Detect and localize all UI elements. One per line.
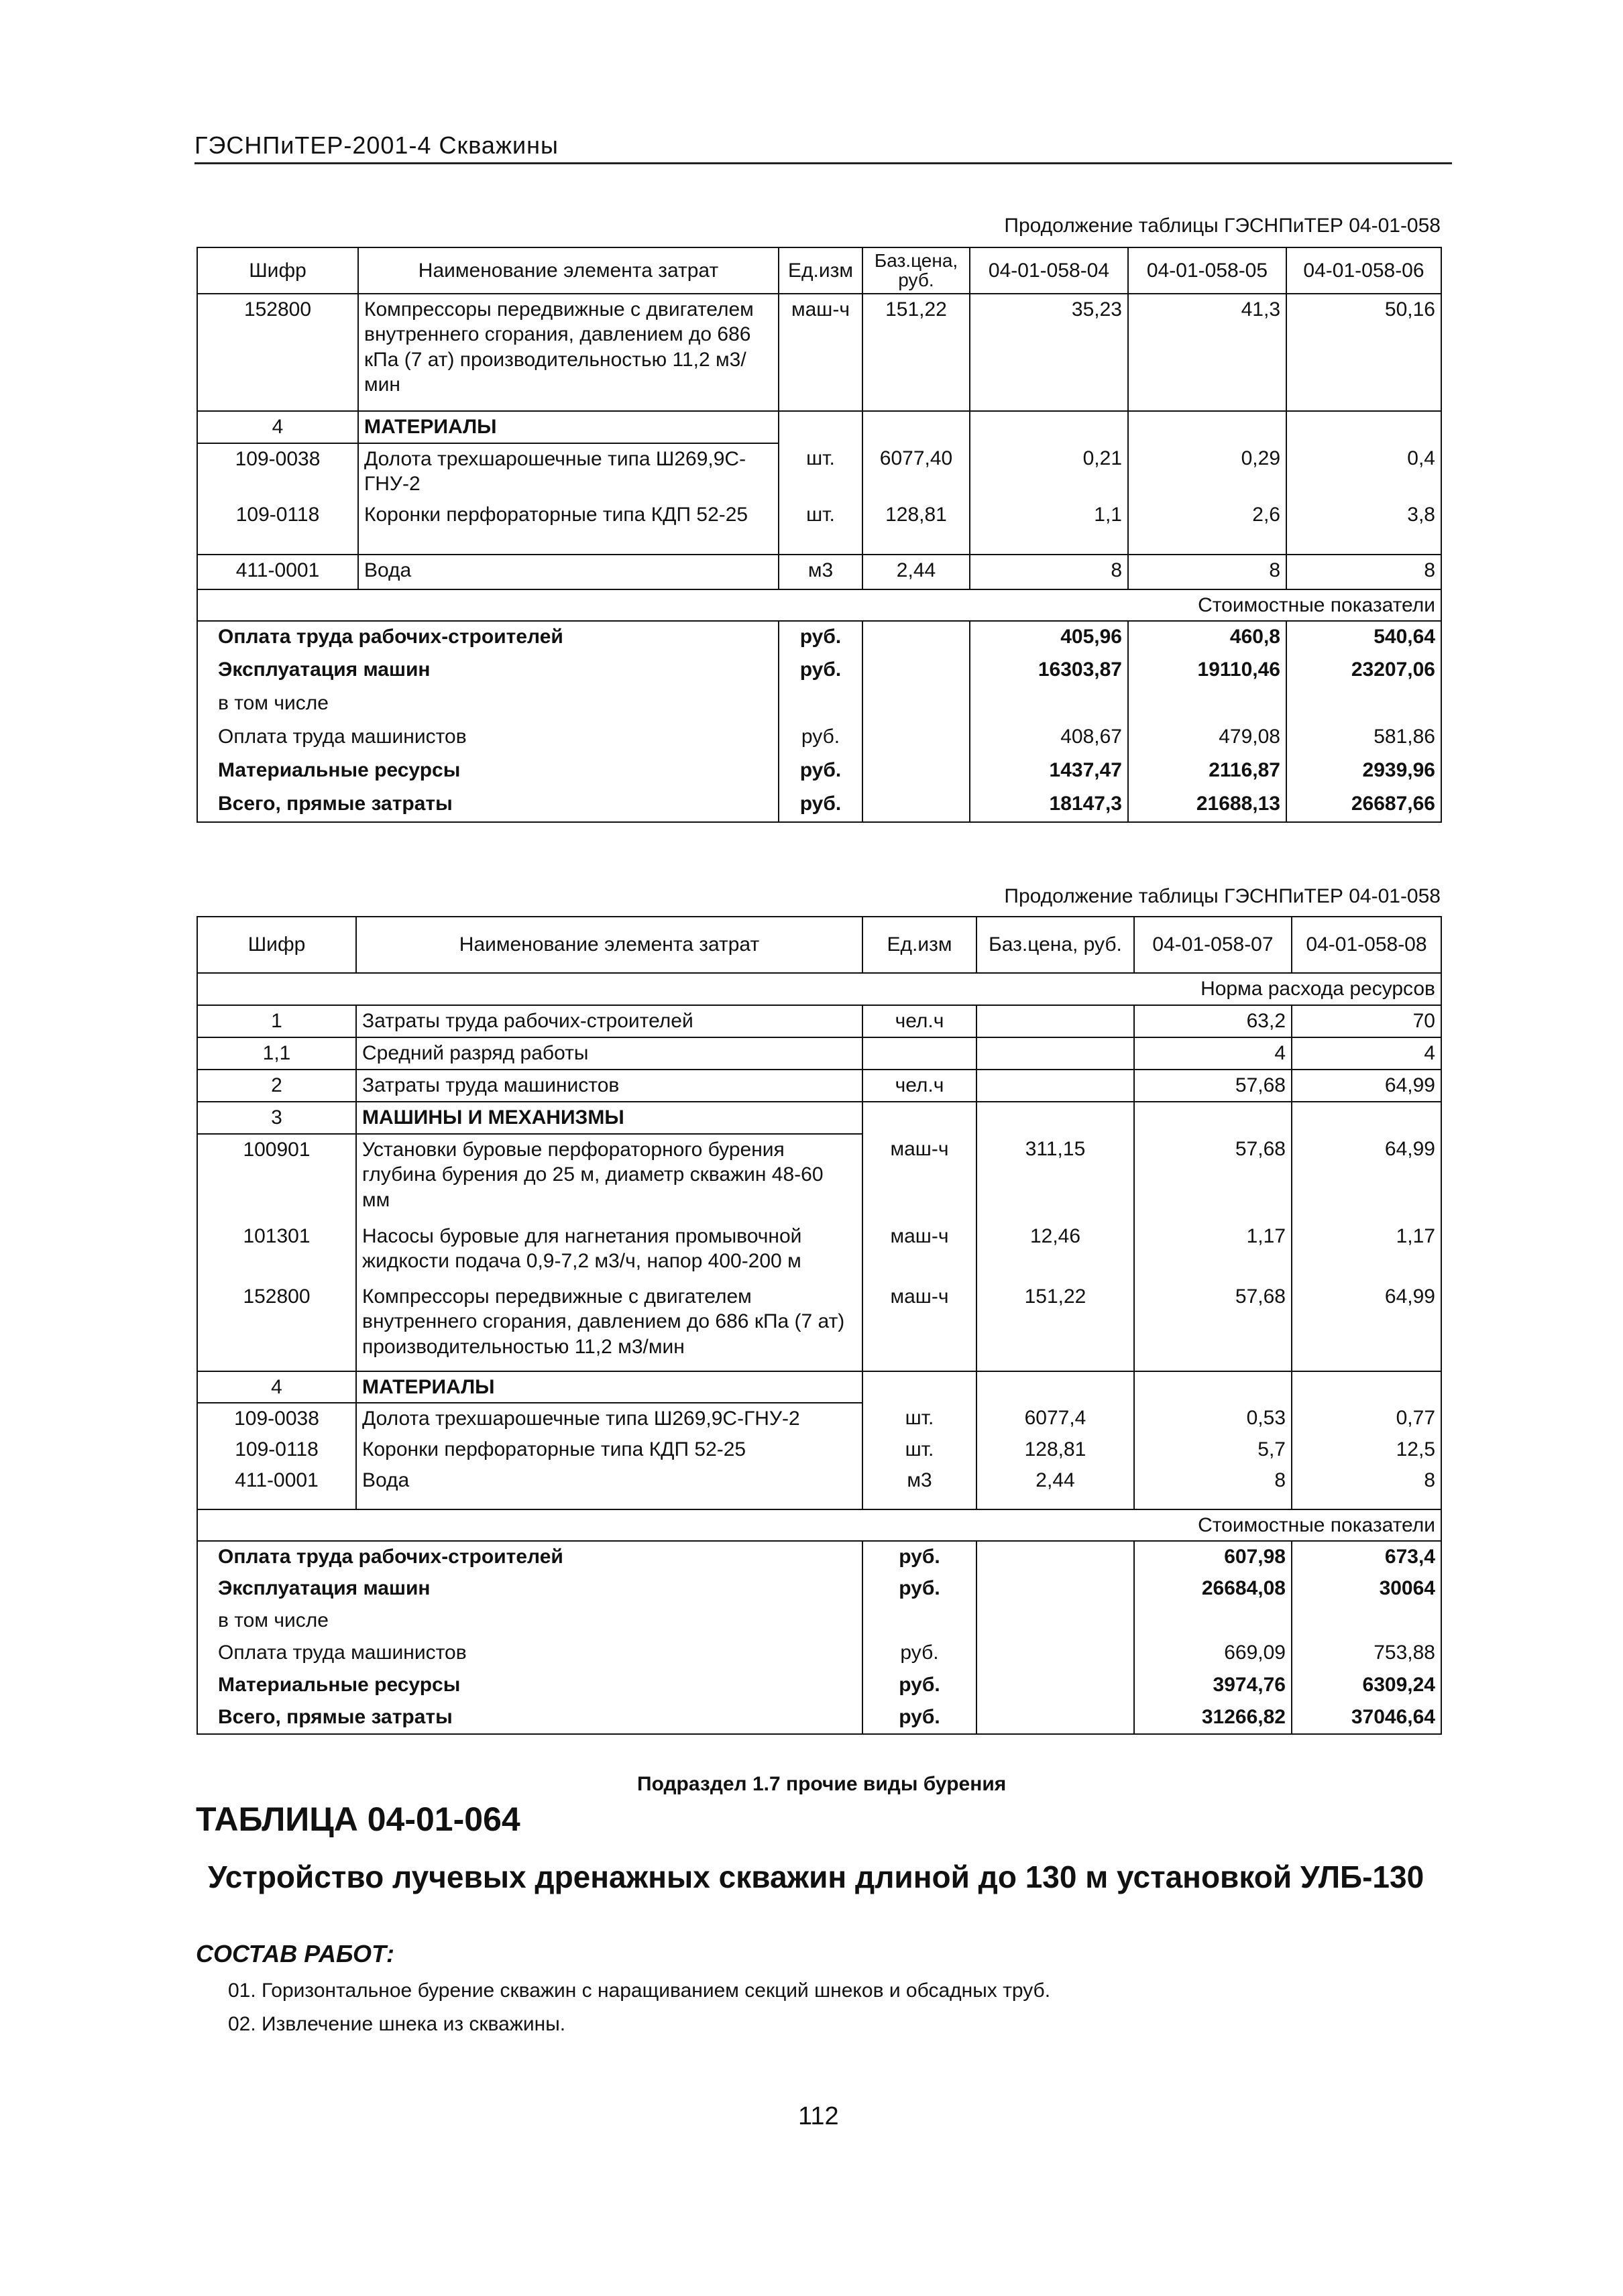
row-unit: маш-ч	[862, 1221, 976, 1281]
table1-h-c1: 04-01-058-04	[970, 247, 1128, 294]
row-code: 109-0118	[197, 1434, 356, 1465]
row-code: 411-0001	[197, 1465, 356, 1509]
row-v1: 0,21	[970, 443, 1128, 500]
table-row	[197, 1434, 1441, 1465]
summary-unit: руб.	[779, 722, 862, 755]
row-v1: 8	[970, 555, 1128, 589]
table-row	[197, 1134, 1441, 1221]
row-name: МАШИНЫ И МЕХАНИЗМЫ	[356, 1102, 862, 1134]
row-price	[976, 1005, 1134, 1037]
summary-v1: 18147,3	[970, 789, 1128, 822]
row-name: Насосы буровые для нагнетания промывочной жидкости подача 0,9-7,2 м3/ч, напор 400-200 м	[356, 1221, 862, 1281]
table1-h-price: Баз.цена, руб.	[862, 247, 970, 294]
row-code: 100901	[197, 1134, 356, 1221]
row-price: 128,81	[862, 500, 970, 555]
summary-label: Эксплуатация машин	[197, 654, 779, 688]
row-price	[976, 1037, 1134, 1070]
row-v2: 64,99	[1292, 1134, 1441, 1221]
summary-unit: руб.	[862, 1702, 976, 1734]
row-unit: шт.	[779, 500, 862, 555]
row-code: 109-0118	[197, 500, 358, 555]
table-row	[197, 294, 1441, 411]
table1-h-name: Наименование элемента затрат	[358, 247, 779, 294]
row-v1: 0,53	[1134, 1403, 1292, 1434]
row-name: Установки буровые перфораторного бурения глубина бурения до 25 м, диаметр скважин 48-60 мм	[356, 1134, 862, 1221]
table1	[197, 247, 1442, 823]
summary-unit: руб.	[779, 755, 862, 789]
table1-h-code: Шифр	[197, 247, 358, 294]
row-name: МАТЕРИАЛЫ	[358, 411, 779, 443]
row-name: Долота трехшарошечные типа Ш269,9С-ГНУ-2	[356, 1403, 862, 1434]
row-code: 411-0001	[197, 555, 358, 589]
summary-label: Всего, прямые затраты	[197, 1702, 862, 1734]
summary-label: Оплата труда машинистов	[197, 1638, 862, 1670]
row-v3: 50,16	[1286, 294, 1441, 411]
row-unit: шт.	[779, 443, 862, 500]
table2	[197, 916, 1442, 1735]
row-price: 2,44	[862, 555, 970, 589]
table2-cost-band: Стоимостные показатели	[197, 1509, 1441, 1542]
row-name: Затраты труда рабочих-строителей	[356, 1005, 862, 1037]
row-unit	[862, 1037, 976, 1070]
table-row	[197, 1070, 1441, 1102]
row-v2: 70	[1292, 1005, 1441, 1037]
table-row	[197, 500, 1441, 555]
table2-norm-band: Норма расхода ресурсов	[197, 973, 1441, 1005]
summary-row	[197, 1638, 1441, 1670]
table1-h-c2: 04-01-058-05	[1128, 247, 1286, 294]
row-code: 152800	[197, 1281, 356, 1371]
summary-row	[197, 1702, 1441, 1734]
summary-v1: 405,96	[970, 621, 1128, 654]
table-row	[197, 1465, 1441, 1509]
row-unit: шт.	[862, 1403, 976, 1434]
table-row	[197, 1371, 1441, 1403]
table-row	[197, 1102, 1441, 1134]
row-name: Компрессоры передвижные с двигателем внутреннего сгорания, давлением до 686 кПа (7 ат) производительностью 11,2 м3/мин	[356, 1281, 862, 1371]
table2-h-c1: 04-01-058-07	[1134, 917, 1292, 973]
row-name: Долота трехшарошечные типа Ш269,9С-ГНУ-2	[358, 443, 779, 500]
page-number: 112	[798, 2102, 839, 2130]
summary-row	[197, 688, 1441, 722]
row-v2: 8	[1292, 1465, 1441, 1509]
summary-unit: руб.	[862, 1670, 976, 1702]
row-v1: 4	[1134, 1037, 1292, 1070]
summary-v1: 3974,76	[1134, 1670, 1292, 1702]
row-price: 12,46	[976, 1221, 1134, 1281]
row-v2: 64,99	[1292, 1281, 1441, 1371]
row-code: 109-0038	[197, 1403, 356, 1434]
summary-unit: руб.	[862, 1541, 976, 1573]
header-rule	[194, 162, 1452, 164]
row-code: 4	[197, 1371, 356, 1403]
row-v1: 57,68	[1134, 1070, 1292, 1102]
summary-v1: 408,67	[970, 722, 1128, 755]
row-code: 1	[197, 1005, 356, 1037]
summary-unit: руб.	[862, 1638, 976, 1670]
table-row	[197, 1403, 1441, 1434]
summary-row	[197, 1670, 1441, 1702]
row-v1: 1,1	[970, 500, 1128, 555]
page-header: ГЭСНПиТЕР-2001-4 Скважины	[194, 131, 559, 159]
row-v1: 57,68	[1134, 1281, 1292, 1371]
row-v3: 0,4	[1286, 443, 1441, 500]
row-code: 4	[197, 411, 358, 443]
row-name: Компрессоры передвижные с двигателем внутреннего сгорания, давлением до 686 кПа (7 ат) производительностью 11,2 м3/мин	[358, 294, 779, 411]
summary-v2: 6309,24	[1292, 1670, 1441, 1702]
subsection-title: Подраздел 1.7 прочие виды бурения	[637, 1773, 1007, 1795]
table2-h-price: Баз.цена, руб.	[976, 917, 1134, 973]
row-v1: 8	[1134, 1465, 1292, 1509]
table2-caption: Продолжение таблицы ГЭСНПиТЕР 04-01-058	[1004, 885, 1441, 907]
row-price: 151,22	[976, 1281, 1134, 1371]
table-row	[197, 411, 1441, 443]
row-price: 6077,40	[862, 443, 970, 500]
summary-label: в том числе	[197, 1605, 862, 1638]
summary-v3: 2939,96	[1286, 755, 1441, 789]
row-price: 6077,4	[976, 1403, 1134, 1434]
row-v2: 4	[1292, 1037, 1441, 1070]
summary-v1: 16303,87	[970, 654, 1128, 688]
table-row	[197, 1037, 1441, 1070]
table2-header-row	[197, 917, 1441, 973]
row-v2: 0,77	[1292, 1403, 1441, 1434]
row-v2: 2,6	[1128, 500, 1286, 555]
summary-label: Оплата труда рабочих-строителей	[197, 621, 779, 654]
works-list	[228, 1974, 1050, 2041]
row-v2: 41,3	[1128, 294, 1286, 411]
summary-unit: руб.	[779, 621, 862, 654]
summary-row	[197, 621, 1441, 654]
summary-v2: 21688,13	[1128, 789, 1286, 822]
table1-header-row	[197, 247, 1441, 294]
table-title: Устройство лучевых дренажных скважин длиной до 130 м установкой УЛБ-130	[208, 1859, 1424, 1894]
row-code: 109-0038	[197, 443, 358, 500]
row-unit: чел.ч	[862, 1005, 976, 1037]
works-item: 02. Извлечение шнека из скважины.	[228, 2012, 566, 2035]
summary-v2: 37046,64	[1292, 1702, 1441, 1734]
row-v2: 1,17	[1292, 1221, 1441, 1281]
summary-unit: руб.	[779, 654, 862, 688]
summary-v3: 540,64	[1286, 621, 1441, 654]
summary-v1: 607,98	[1134, 1541, 1292, 1573]
row-v2: 12,5	[1292, 1434, 1441, 1465]
table2-h-name: Наименование элемента затрат	[356, 917, 862, 973]
row-v1: 35,23	[970, 294, 1128, 411]
row-unit: чел.ч	[862, 1070, 976, 1102]
summary-label: в том числе	[197, 688, 779, 722]
table2-h-c2: 04-01-058-08	[1292, 917, 1441, 973]
row-unit: маш-ч	[862, 1134, 976, 1221]
row-price	[976, 1070, 1134, 1102]
row-unit: м3	[862, 1465, 976, 1509]
summary-label: Материальные ресурсы	[197, 755, 779, 789]
summary-row	[197, 1605, 1441, 1638]
summary-row	[197, 1573, 1441, 1605]
row-name: Затраты труда машинистов	[356, 1070, 862, 1102]
row-v3: 8	[1286, 555, 1441, 589]
summary-v2: 753,88	[1292, 1638, 1441, 1670]
row-name: Коронки перфораторные типа КДП 52-25	[358, 500, 779, 555]
summary-row	[197, 1541, 1441, 1573]
summary-row	[197, 789, 1441, 822]
summary-v1: 669,09	[1134, 1638, 1292, 1670]
summary-v2: 2116,87	[1128, 755, 1286, 789]
summary-label: Оплата труда рабочих-строителей	[197, 1541, 862, 1573]
summary-row	[197, 755, 1441, 789]
row-price: 151,22	[862, 294, 970, 411]
summary-unit: руб.	[862, 1573, 976, 1605]
table-row	[197, 1281, 1441, 1371]
row-code: 152800	[197, 294, 358, 411]
table1-cost-band: Стоимостные показатели	[197, 589, 1441, 622]
row-name: МАТЕРИАЛЫ	[356, 1371, 862, 1403]
summary-v2: 460,8	[1128, 621, 1286, 654]
summary-row	[197, 654, 1441, 688]
row-unit: маш-ч	[862, 1281, 976, 1371]
summary-v1: 26684,08	[1134, 1573, 1292, 1605]
row-v2: 64,99	[1292, 1070, 1441, 1102]
summary-v3: 26687,66	[1286, 789, 1441, 822]
row-name: Средний разряд работы	[356, 1037, 862, 1070]
table1-h-unit: Ед.изм	[779, 247, 862, 294]
summary-label: Оплата труда машинистов	[197, 722, 779, 755]
row-name: Вода	[358, 555, 779, 589]
row-v3: 3,8	[1286, 500, 1441, 555]
row-code: 2	[197, 1070, 356, 1102]
summary-label: Всего, прямые затраты	[197, 789, 779, 822]
summary-v3: 581,86	[1286, 722, 1441, 755]
summary-label: Эксплуатация машин	[197, 1573, 862, 1605]
summary-row	[197, 722, 1441, 755]
row-v1: 1,17	[1134, 1221, 1292, 1281]
table-row	[197, 443, 1441, 500]
table-row	[197, 555, 1441, 589]
summary-label: Материальные ресурсы	[197, 1670, 862, 1702]
row-code: 101301	[197, 1221, 356, 1281]
table-id: ТАБЛИЦА 04-01-064	[196, 1800, 520, 1838]
row-code: 1,1	[197, 1037, 356, 1070]
summary-v2: 479,08	[1128, 722, 1286, 755]
table-row	[197, 1221, 1441, 1281]
table1-caption: Продолжение таблицы ГЭСНПиТЕР 04-01-058	[1004, 215, 1441, 237]
row-unit: м3	[779, 555, 862, 589]
summary-v3: 23207,06	[1286, 654, 1441, 688]
works-item: 01. Горизонтальное бурение скважин с наращиванием секций шнеков и обсадных труб.	[228, 1979, 1051, 2002]
row-price: 2,44	[976, 1465, 1134, 1509]
row-name: Вода	[356, 1465, 862, 1509]
summary-v2: 19110,46	[1128, 654, 1286, 688]
summary-v1: 1437,47	[970, 755, 1128, 789]
row-price: 311,15	[976, 1134, 1134, 1221]
row-price: 128,81	[976, 1434, 1134, 1465]
summary-v1: 31266,82	[1134, 1702, 1292, 1734]
row-unit: маш-ч	[779, 294, 862, 411]
row-v1: 57,68	[1134, 1134, 1292, 1221]
summary-v2: 30064	[1292, 1573, 1441, 1605]
row-v2: 8	[1128, 555, 1286, 589]
row-v1: 63,2	[1134, 1005, 1292, 1037]
row-unit: шт.	[862, 1434, 976, 1465]
table-row	[197, 1005, 1441, 1037]
works-heading: СОСТАВ РАБОТ:	[196, 1940, 394, 1967]
table2-h-code: Шифр	[197, 917, 356, 973]
summary-unit: руб.	[779, 789, 862, 822]
row-name: Коронки перфораторные типа КДП 52-25	[356, 1434, 862, 1465]
table1-h-c3: 04-01-058-06	[1286, 247, 1441, 294]
summary-v2: 673,4	[1292, 1541, 1441, 1573]
row-code: 3	[197, 1102, 356, 1134]
row-v2: 0,29	[1128, 443, 1286, 500]
row-v1: 5,7	[1134, 1434, 1292, 1465]
table2-h-unit: Ед.изм	[862, 917, 976, 973]
